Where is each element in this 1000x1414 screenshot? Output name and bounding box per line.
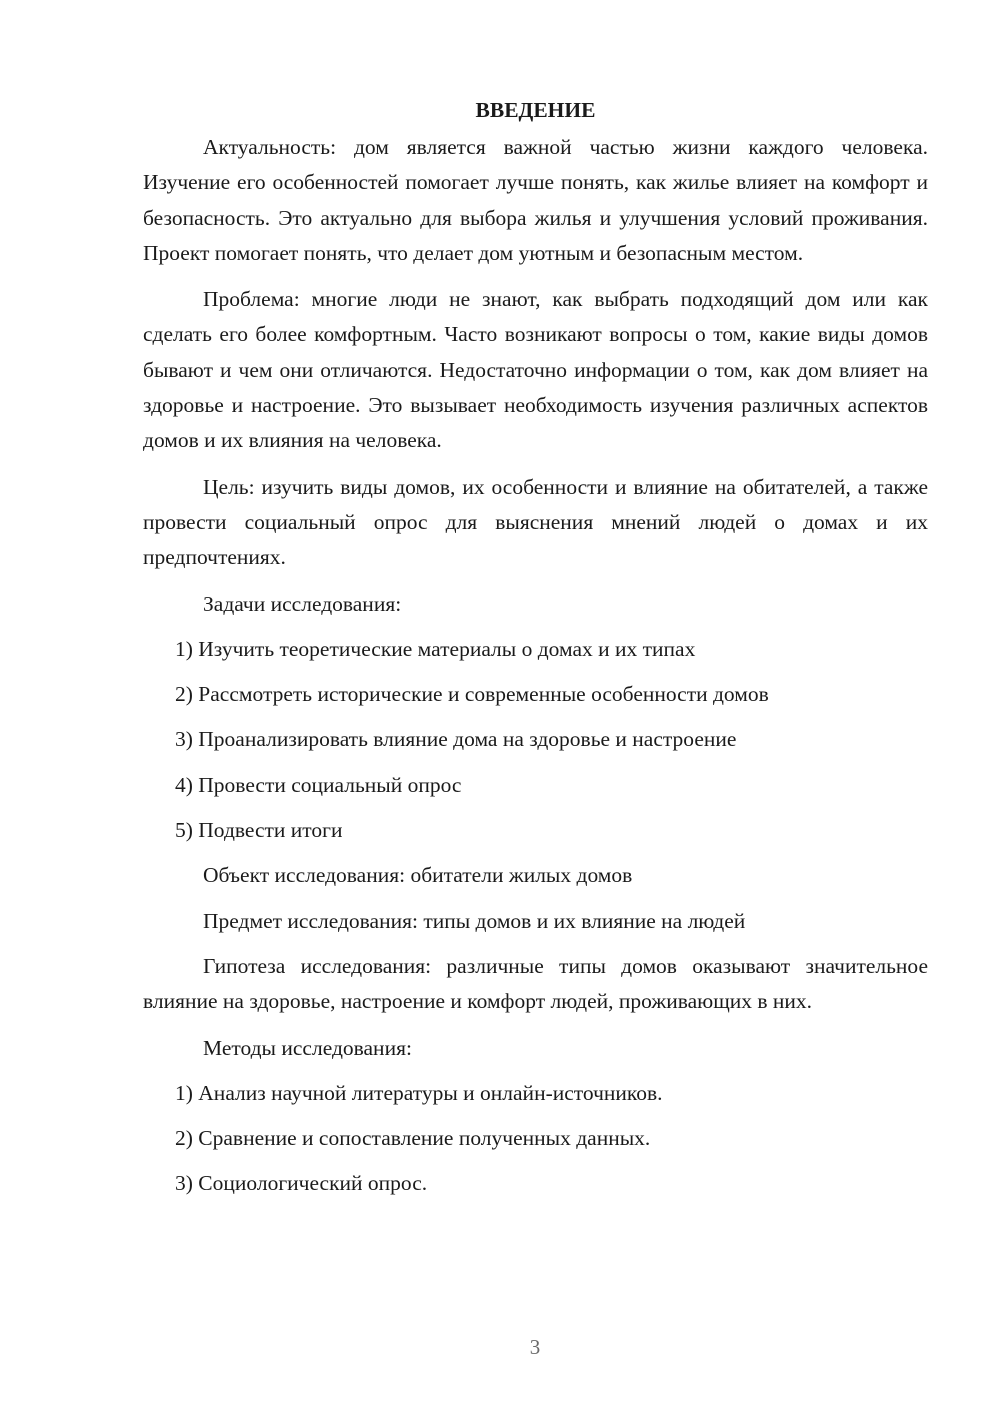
problem-paragraph: Проблема: многие люди не знают, как выбрать подходящий дом или как сделать его более комфортным. Часто возникают вопросы о том, какие виды домов бывают и чем они отличаются. Недостаточно информации о том, как дом влияет на здоровье и настроение. Это вызывает необходимость изучения различных аспектов домов и их влияния на человека. bbox=[143, 287, 928, 453]
methods-label: Методы исследования: bbox=[203, 1035, 412, 1060]
page-number: 3 bbox=[529, 1335, 541, 1359]
page-content bbox=[143, 92, 928, 1212]
research-object: Объект исследования: обитатели жилых домов bbox=[203, 863, 633, 888]
method-item-2: 2) Сравнение и сопоставление полученных данных. bbox=[175, 1126, 651, 1151]
hypothesis-paragraph: Гипотеза исследования: различные типы домов оказывают значительное влияние на здоровье, настроение и комфорт людей, проживающих в них. bbox=[143, 953, 928, 1014]
method-item-1: 1) Анализ научной литературы и онлайн-источников. bbox=[175, 1080, 663, 1105]
task-item-2: 2) Рассмотреть исторические и современные особенности домов bbox=[175, 682, 769, 707]
research-subject: Предмет исследования: типы домов и их влияние на людей bbox=[203, 908, 746, 933]
tasks-label: Задачи исследования: bbox=[203, 591, 402, 616]
task-item-4: 4) Провести социальный опрос bbox=[175, 772, 462, 797]
task-item-1: 1) Изучить теоретические материалы о домах и их типах bbox=[175, 636, 696, 661]
relevance-paragraph: Актуальность: дом является важной частью жизни каждого человека. Изучение его особенностей помогает лучше понять, как жилье влияет на комфорт и безопасность. Это актуально для выбора жилья и улучшения условий проживания. Проект помогает понять, что делает дом уютным и безопасным местом. bbox=[143, 135, 928, 265]
task-item-3: 3) Проанализировать влияние дома на здоровье и настроение bbox=[175, 727, 737, 752]
page-title: ВВЕДЕНИЕ bbox=[475, 98, 596, 122]
method-item-3: 3) Социологический опрос. bbox=[175, 1171, 428, 1196]
task-item-5: 5) Подвести итоги bbox=[175, 818, 343, 843]
goal-paragraph: Цель: изучить виды домов, их особенности и влияние на обитателей, а также провести социальный опрос для выяснения мнений людей о домах и их предпочтениях. bbox=[143, 474, 928, 570]
